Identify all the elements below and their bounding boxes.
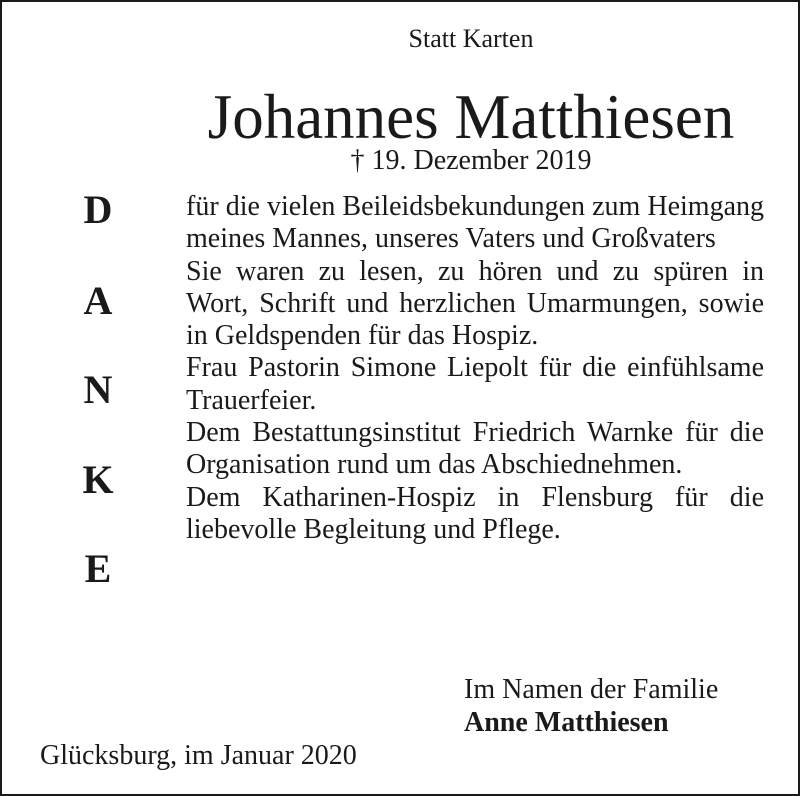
paragraph-funeral-home: Dem Bestattungsinstitut Friedrich Warnke für die Organisation rund um das Abschiednehmen. <box>186 417 764 481</box>
danke-letter-d: D <box>83 187 113 232</box>
place-and-date: Glücksburg, im Januar 2020 <box>40 740 357 771</box>
header-note: Statt Karten <box>408 24 534 53</box>
thank-you-text <box>186 191 764 546</box>
paragraph-condolences: für die vielen Beileidsbekundungen zum Heimgang meines Mannes, unseres Vaters und Großvaters <box>186 191 764 255</box>
paragraph-pastor: Frau Pastorin Simone Liepolt für die einfühlsame Trauerfeier. <box>186 352 764 416</box>
death-date: † 19. Dezember 2019 <box>350 145 592 176</box>
danke-letter-n: N <box>83 367 113 412</box>
closing-line: Im Namen der Familie <box>464 674 719 705</box>
paragraph-hospice: Dem Katharinen-Hospiz in Flensburg für die liebevolle Begleitung und Pflege. <box>186 481 764 545</box>
danke-letter-k: K <box>82 457 114 502</box>
deceased-name: Johannes Matthiesen <box>207 82 735 152</box>
danke-letter-e: E <box>84 546 112 591</box>
paragraph-support: Sie waren zu lesen, zu hören und zu spüren in Wort, Schrift und herzlichen Umarmungen, sowie in Geldspenden für das Hospiz. <box>186 255 764 352</box>
signatory-name: Anne Matthiesen <box>464 707 669 738</box>
danke-letter-a: A <box>83 278 113 323</box>
closing-signature <box>464 673 718 739</box>
